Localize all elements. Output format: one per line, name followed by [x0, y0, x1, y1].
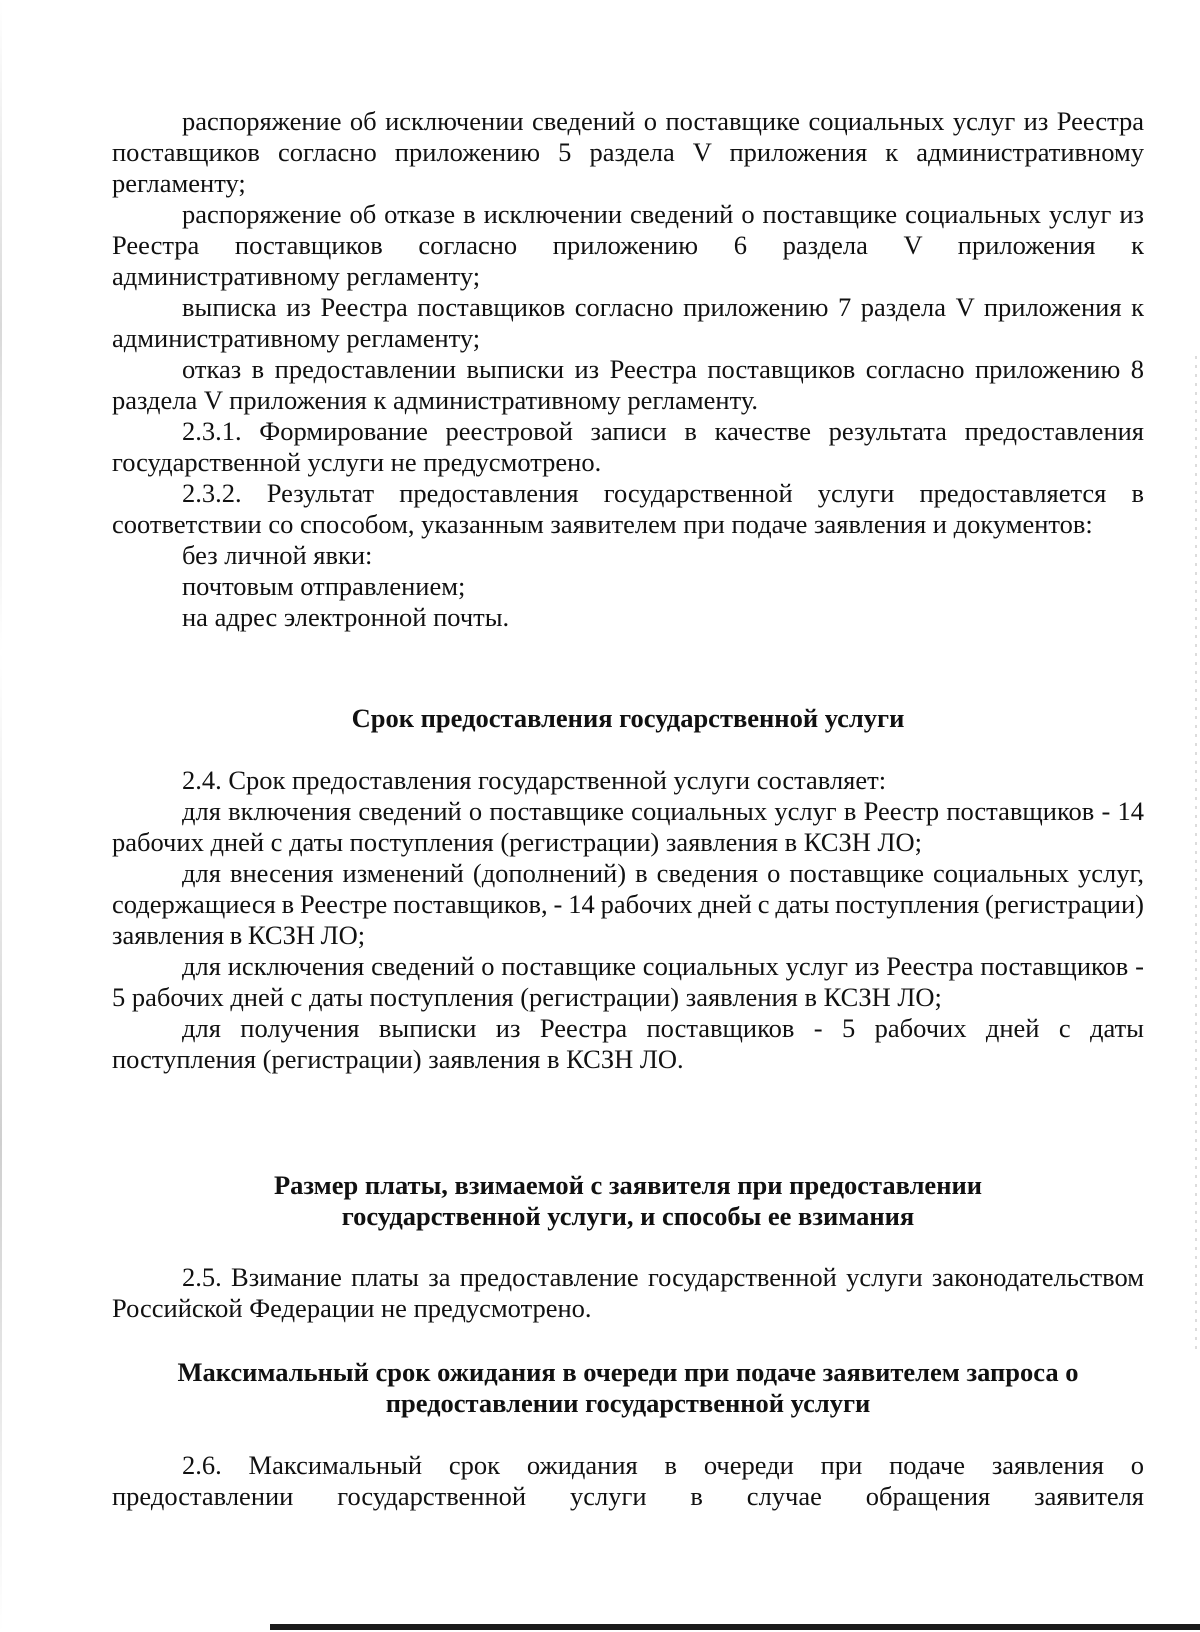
- paragraph: для получения выписки из Реестра поставщиков - 5 рабочих дней с даты поступления (регистрации) заявления в КСЗН ЛО.: [112, 1013, 1144, 1074]
- paragraph: распоряжение об исключении сведений о поставщике социальных услуг из Реестра поставщиков согласно приложению 5 раздела V приложения к административному регламенту;: [112, 106, 1144, 198]
- scan-right-edge: [1195, 350, 1197, 1350]
- paragraph: почтовым отправлением;: [182, 571, 466, 601]
- paragraph: распоряжение об отказе в исключении сведений о поставщике социальных услуг из Реестра поставщиков согласно приложению 6 раздела V приложения к административному регламенту;: [112, 199, 1144, 291]
- paragraph: 2.4. Срок предоставления государственной услуги составляет:: [182, 765, 887, 795]
- paragraph: выписка из Реестра поставщиков согласно приложению 7 раздела V приложения к административному регламенту;: [112, 292, 1144, 353]
- section-heading-term: [112, 703, 1144, 734]
- paragraph: 2.3.1. Формирование реестровой записи в качестве результата предоставления государственной услуги не предусмотрено.: [112, 416, 1144, 477]
- section-heading-line: Максимальный срок ожидания в очереди при подаче заявителем запроса о: [177, 1357, 1079, 1387]
- paragraph: 2.6. Максимальный срок ожидания в очереди при подаче заявления о предоставлении государственной услуги в случае обращения заявителя: [112, 1450, 1144, 1511]
- paragraph: без личной явки:: [182, 540, 373, 570]
- section-heading-queue: [112, 1357, 1144, 1419]
- scan-left-edge: [0, 0, 2, 1632]
- text-block-queue: [112, 1450, 1144, 1512]
- paragraph: 2.3.2. Результат предоставления государственной услуги предоставляется в соответствии со способом, указанным заявителем при подаче заявления и документов:: [112, 478, 1144, 539]
- section-heading: Срок предоставления государственной услуги: [351, 703, 905, 733]
- section-heading-line: Размер платы, взимаемой с заявителя при предоставлении: [273, 1170, 983, 1200]
- section-heading-line: государственной услуги, и способы ее взимания: [341, 1201, 915, 1231]
- text-block-term: [112, 765, 1144, 1075]
- paragraph: 2.5. Взимание платы за предоставление государственной услуги законодательством Российской Федерации не предусмотрено.: [112, 1262, 1144, 1323]
- text-block-result: [112, 106, 1144, 633]
- paragraph: для включения сведений о поставщике социальных услуг в Реестр поставщиков - 14 рабочих дней с даты поступления (регистрации) заявления в КСЗН ЛО;: [112, 796, 1144, 857]
- paragraph: отказ в предоставлении выписки из Реестра поставщиков согласно приложению 8 раздела V приложения к административному регламенту.: [112, 354, 1144, 415]
- section-heading-line: предоставлении государственной услуги: [385, 1388, 871, 1418]
- paragraph: для исключения сведений о поставщике социальных услуг из Реестра поставщиков - 5 рабочих дней с даты поступления (регистрации) заявления в КСЗН ЛО;: [112, 951, 1144, 1012]
- text-block-fee: [112, 1262, 1144, 1324]
- section-heading-fee: [112, 1170, 1144, 1232]
- paragraph: для внесения изменений (дополнений) в сведения о поставщике социальных услуг, содержащиеся в Реестре поставщиков, - 14 рабочих дней с даты поступления (регистрации) заявления в КСЗН ЛО;: [112, 858, 1144, 950]
- paragraph: на адрес электронной почты.: [182, 602, 510, 632]
- scan-bottom-border: [270, 1624, 1200, 1630]
